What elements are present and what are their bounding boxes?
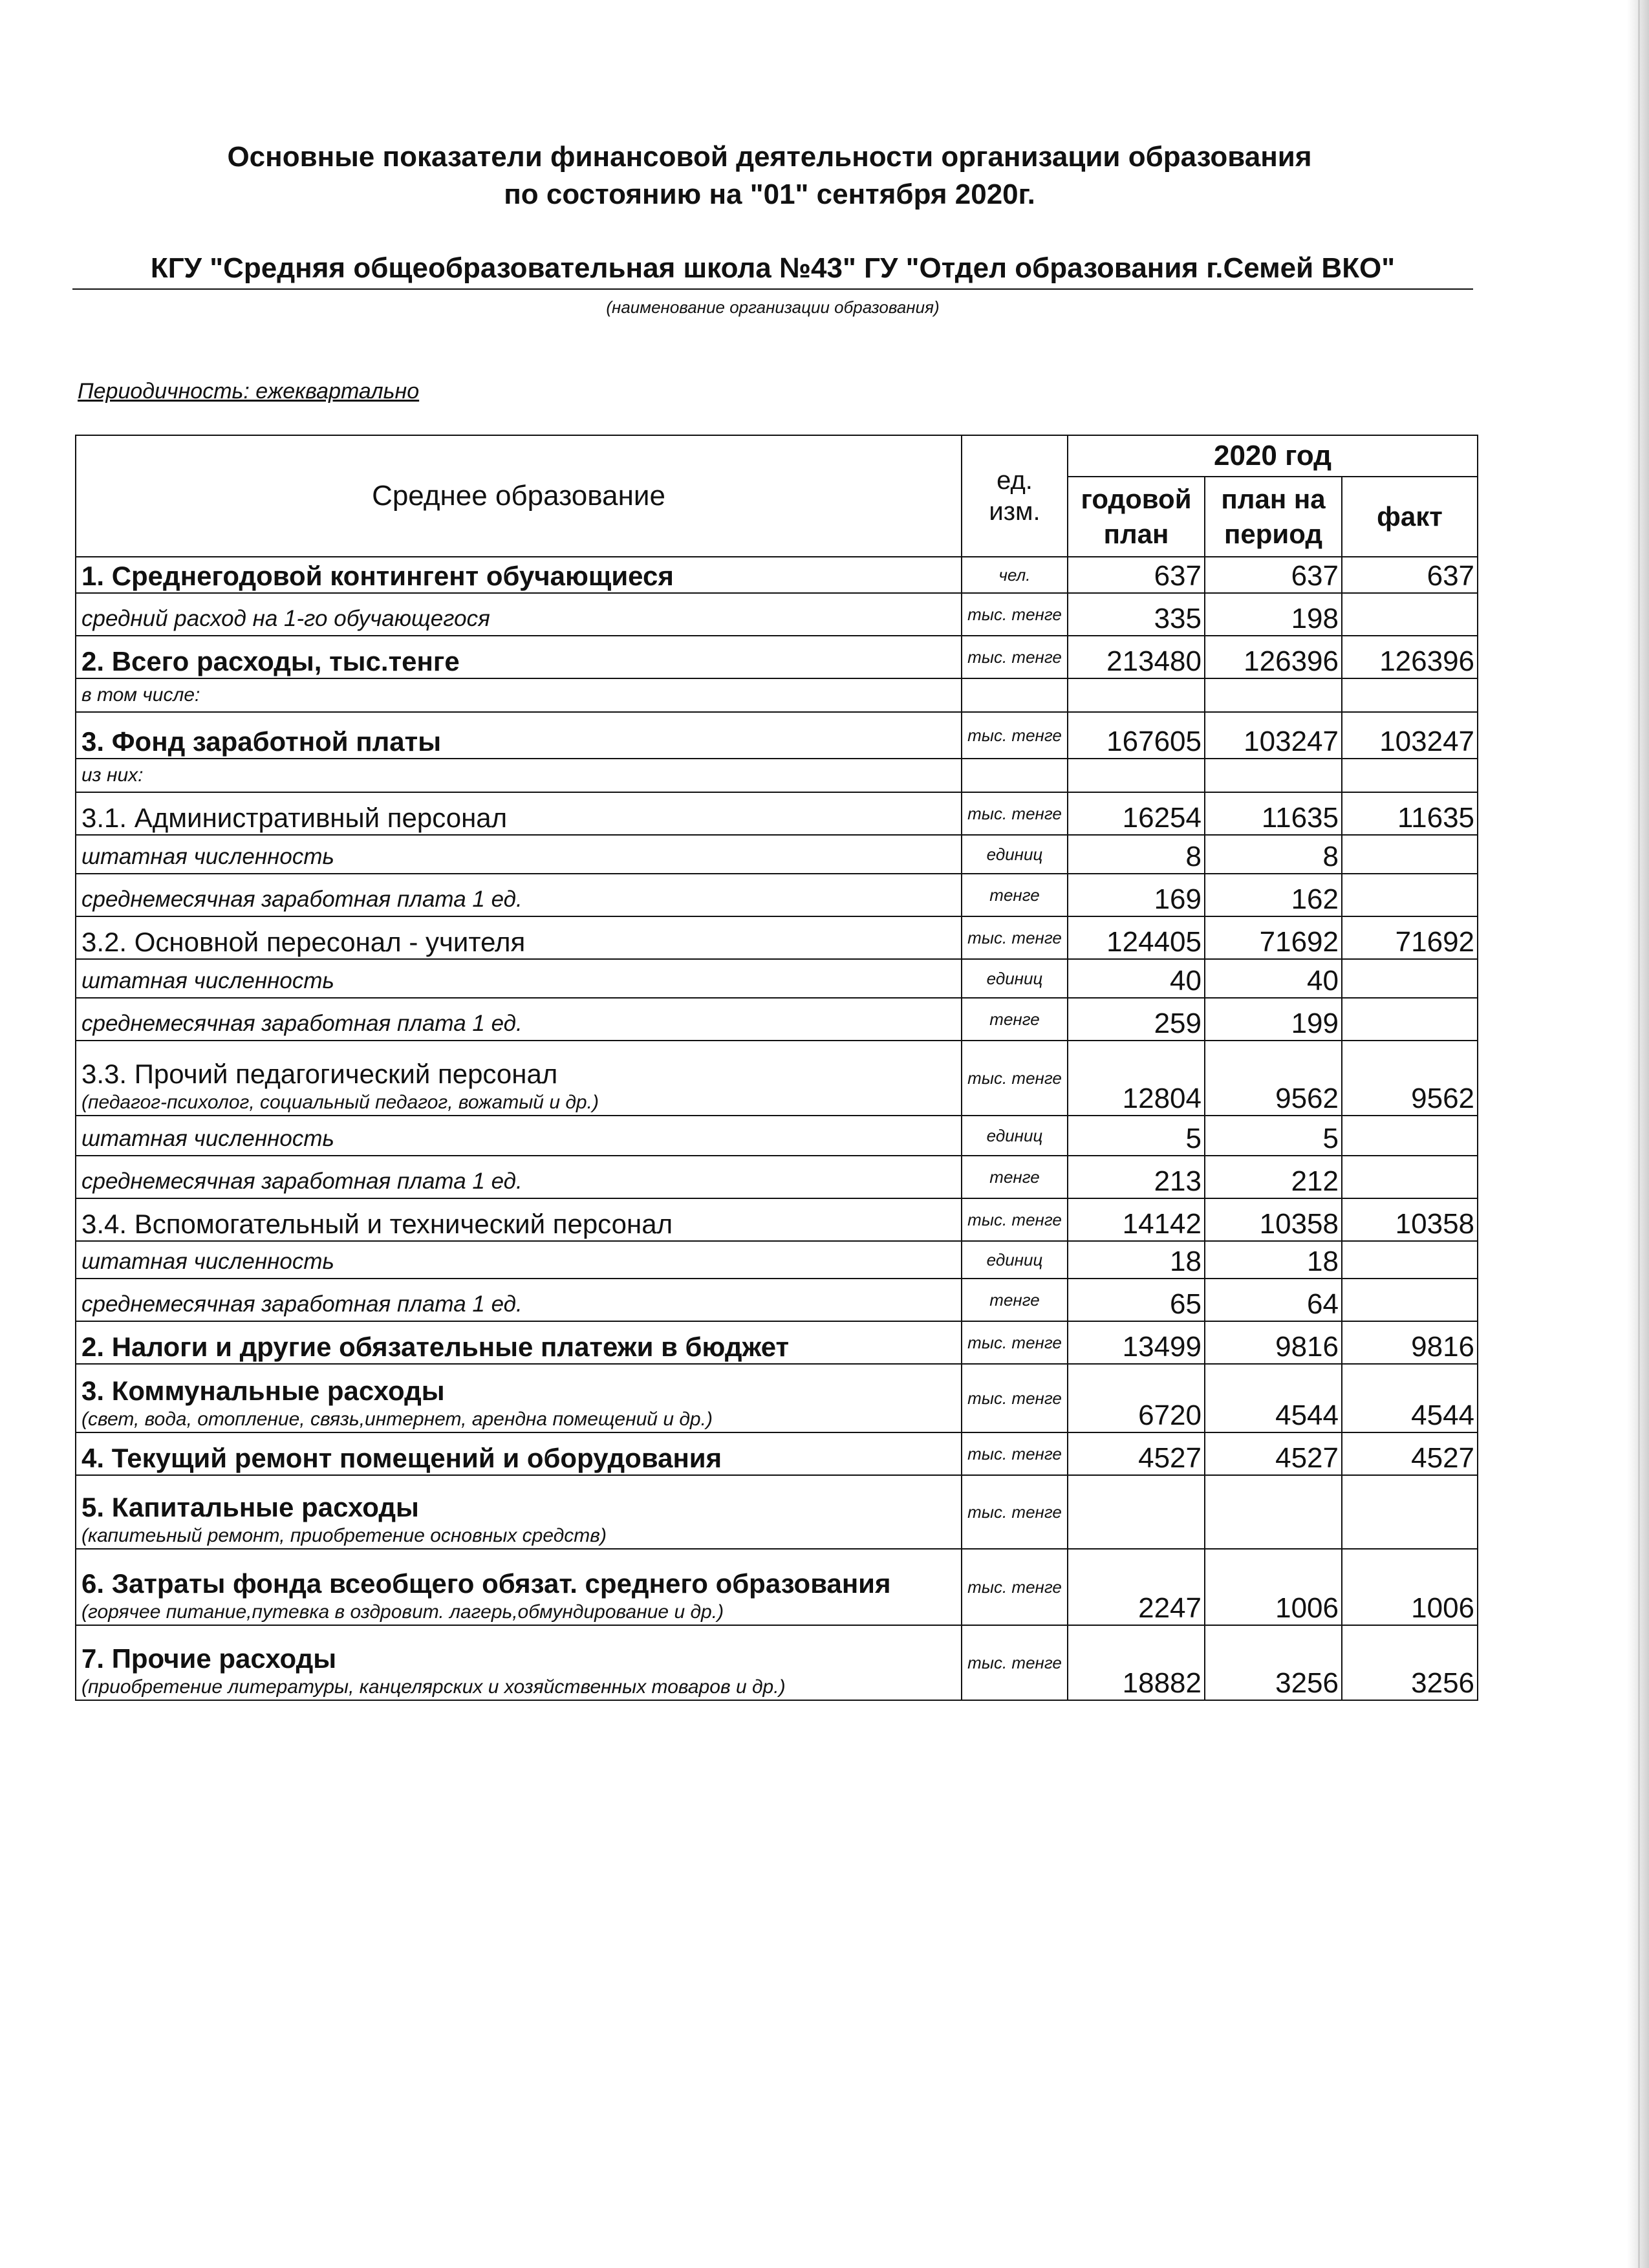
row-fact bbox=[1342, 1475, 1478, 1549]
row-unit: тыс. тенге bbox=[962, 1432, 1068, 1475]
row-label-text: штатная численность bbox=[81, 1249, 334, 1274]
row-annual-plan: 213480 bbox=[1068, 636, 1205, 678]
header-year: 2020 год bbox=[1068, 435, 1478, 477]
row-fact bbox=[1342, 835, 1478, 874]
row-label bbox=[76, 1475, 962, 1549]
row-unit: тенге bbox=[962, 1279, 1068, 1321]
row-period-plan: 637 bbox=[1205, 557, 1342, 593]
row-label-text: 2. Налоги и другие обязательные платежи в бюджет bbox=[81, 1332, 790, 1362]
row-fact: 9816 bbox=[1342, 1321, 1478, 1364]
row-fact: 9562 bbox=[1342, 1041, 1478, 1116]
table-row bbox=[76, 1041, 1478, 1116]
row-label bbox=[76, 1321, 962, 1364]
scan-edge-streak bbox=[1638, 0, 1640, 2268]
row-period-plan bbox=[1205, 759, 1342, 792]
row-period-plan: 1006 bbox=[1205, 1549, 1342, 1625]
row-annual-plan: 637 bbox=[1068, 557, 1205, 593]
row-period-plan: 198 bbox=[1205, 593, 1342, 636]
row-label-text: штатная численность bbox=[81, 1126, 334, 1151]
row-fact: 71692 bbox=[1342, 916, 1478, 959]
row-period-plan: 103247 bbox=[1205, 712, 1342, 759]
table-row bbox=[76, 1432, 1478, 1475]
row-fact bbox=[1342, 593, 1478, 636]
row-label bbox=[76, 1364, 962, 1432]
row-label-text: среднемесячная заработная плата 1 ед. bbox=[81, 1011, 523, 1036]
row-period-plan: 126396 bbox=[1205, 636, 1342, 678]
row-fact bbox=[1342, 959, 1478, 998]
row-label-text: в том числе: bbox=[81, 684, 200, 706]
row-unit: тыс. тенге bbox=[962, 1364, 1068, 1432]
row-unit: тенге bbox=[962, 1156, 1068, 1198]
row-unit: тыс. тенге bbox=[962, 792, 1068, 835]
row-label-text: 3.4. Вспомогательный и технический персонал bbox=[81, 1209, 673, 1239]
row-label bbox=[76, 874, 962, 916]
row-label-note: (педагог-психолог, социальный педагог, вожатый и др.) bbox=[81, 1092, 599, 1113]
row-annual-plan: 8 bbox=[1068, 835, 1205, 874]
row-unit bbox=[962, 759, 1068, 792]
row-annual-plan: 4527 bbox=[1068, 1432, 1205, 1475]
row-annual-plan bbox=[1068, 759, 1205, 792]
row-label bbox=[76, 1116, 962, 1156]
row-label-text: 2. Всего расходы, тыс.тенге bbox=[81, 646, 460, 676]
row-label bbox=[76, 792, 962, 835]
row-label-text: 7. Прочие расходы bbox=[81, 1643, 337, 1674]
table-row bbox=[76, 557, 1478, 593]
organization-name: КГУ "Средняя общеобразовательная школа №43" ГУ "Отдел образования г.Семей ВКО" bbox=[72, 250, 1473, 290]
row-annual-plan bbox=[1068, 678, 1205, 712]
row-period-plan: 8 bbox=[1205, 835, 1342, 874]
row-label-text: 3.1. Административный персонал bbox=[81, 803, 508, 833]
table-row bbox=[76, 1279, 1478, 1321]
row-period-plan: 4527 bbox=[1205, 1432, 1342, 1475]
table-row bbox=[76, 1625, 1478, 1700]
row-period-plan: 5 bbox=[1205, 1116, 1342, 1156]
header-annual-plan: годовой план bbox=[1068, 477, 1205, 557]
table-row bbox=[76, 1116, 1478, 1156]
row-annual-plan: 13499 bbox=[1068, 1321, 1205, 1364]
row-label-note: (приобретение литературы, канцелярских и хозяйственных товаров и др.) bbox=[81, 1676, 786, 1698]
row-label-note: (горячее питание,путевка в оздровит. лагерь,обмундирование и др.) bbox=[81, 1601, 724, 1623]
row-label bbox=[76, 835, 962, 874]
table-row bbox=[76, 1549, 1478, 1625]
row-unit: тыс. тенге bbox=[962, 1549, 1068, 1625]
row-label-text: среднемесячная заработная плата 1 ед. bbox=[81, 887, 523, 912]
row-fact: 126396 bbox=[1342, 636, 1478, 678]
row-period-plan: 18 bbox=[1205, 1241, 1342, 1279]
row-unit: тенге bbox=[962, 998, 1068, 1041]
row-fact: 4527 bbox=[1342, 1432, 1478, 1475]
row-period-plan: 71692 bbox=[1205, 916, 1342, 959]
table-row bbox=[76, 1156, 1478, 1198]
row-label bbox=[76, 1156, 962, 1198]
row-fact bbox=[1342, 1156, 1478, 1198]
row-annual-plan: 167605 bbox=[1068, 712, 1205, 759]
table-row bbox=[76, 959, 1478, 998]
row-label bbox=[76, 636, 962, 678]
row-period-plan: 4544 bbox=[1205, 1364, 1342, 1432]
row-fact bbox=[1342, 998, 1478, 1041]
row-label bbox=[76, 1241, 962, 1279]
row-unit bbox=[962, 678, 1068, 712]
table-row bbox=[76, 1198, 1478, 1241]
row-fact bbox=[1342, 678, 1478, 712]
row-fact: 637 bbox=[1342, 557, 1478, 593]
table-row bbox=[76, 1364, 1478, 1432]
table-row bbox=[76, 593, 1478, 636]
table-row bbox=[76, 712, 1478, 759]
row-label-text: 3.3. Прочий педагогический персонал bbox=[81, 1059, 558, 1089]
header-period-plan: план на период bbox=[1205, 477, 1342, 557]
row-label bbox=[76, 1198, 962, 1241]
row-annual-plan: 335 bbox=[1068, 593, 1205, 636]
row-fact bbox=[1342, 1279, 1478, 1321]
row-label-note: (свет, вода, отопление, связь,интернет, арендна помещений и др.) bbox=[81, 1409, 713, 1430]
row-unit: тыс. тенге bbox=[962, 1321, 1068, 1364]
row-label bbox=[76, 959, 962, 998]
row-label bbox=[76, 1279, 962, 1321]
row-period-plan: 9816 bbox=[1205, 1321, 1342, 1364]
row-label bbox=[76, 593, 962, 636]
row-unit: единиц bbox=[962, 1241, 1068, 1279]
table-row bbox=[76, 678, 1478, 712]
organization-caption: (наименование организации образования) bbox=[606, 297, 940, 317]
row-label bbox=[76, 759, 962, 792]
table-row bbox=[76, 636, 1478, 678]
row-unit: единиц bbox=[962, 1116, 1068, 1156]
row-fact: 11635 bbox=[1342, 792, 1478, 835]
row-period-plan: 212 bbox=[1205, 1156, 1342, 1198]
row-annual-plan bbox=[1068, 1475, 1205, 1549]
row-period-plan: 64 bbox=[1205, 1279, 1342, 1321]
row-fact bbox=[1342, 1116, 1478, 1156]
row-label bbox=[76, 1432, 962, 1475]
row-fact bbox=[1342, 759, 1478, 792]
document-title: Основные показатели финансовой деятельности организации образования bbox=[227, 141, 1312, 173]
row-unit: тыс. тенге bbox=[962, 1625, 1068, 1700]
table-row bbox=[76, 1321, 1478, 1364]
row-fact: 4544 bbox=[1342, 1364, 1478, 1432]
row-period-plan bbox=[1205, 1475, 1342, 1549]
row-label-note: (капитеьный ремонт, приобретение основных средств) bbox=[81, 1525, 607, 1546]
row-label bbox=[76, 1625, 962, 1700]
row-unit: чел. bbox=[962, 557, 1068, 593]
row-unit: тыс. тенге bbox=[962, 1475, 1068, 1549]
row-period-plan: 10358 bbox=[1205, 1198, 1342, 1241]
row-label-text: 3. Фонд заработной платы bbox=[81, 726, 442, 757]
row-unit: тыс. тенге bbox=[962, 593, 1068, 636]
row-label-text: штатная численность bbox=[81, 844, 334, 869]
row-annual-plan: 18882 bbox=[1068, 1625, 1205, 1700]
row-label-text: из них: bbox=[81, 764, 144, 786]
row-fact: 10358 bbox=[1342, 1198, 1478, 1241]
row-period-plan: 40 bbox=[1205, 959, 1342, 998]
row-period-plan bbox=[1205, 678, 1342, 712]
row-period-plan: 162 bbox=[1205, 874, 1342, 916]
row-fact: 1006 bbox=[1342, 1549, 1478, 1625]
row-unit: единиц bbox=[962, 959, 1068, 998]
scan-edge-shadow bbox=[1627, 0, 1649, 2268]
row-label-text: 4. Текущий ремонт помещений и оборудования bbox=[81, 1443, 722, 1473]
row-label bbox=[76, 712, 962, 759]
row-annual-plan: 2247 bbox=[1068, 1549, 1205, 1625]
table-row bbox=[76, 874, 1478, 916]
table-row bbox=[76, 1241, 1478, 1279]
row-unit: тыс. тенге bbox=[962, 1198, 1068, 1241]
row-annual-plan: 259 bbox=[1068, 998, 1205, 1041]
row-unit: тенге bbox=[962, 874, 1068, 916]
row-unit: тыс. тенге bbox=[962, 1041, 1068, 1116]
header-fact: факт bbox=[1342, 477, 1478, 557]
row-unit: тыс. тенге bbox=[962, 916, 1068, 959]
row-annual-plan: 65 bbox=[1068, 1279, 1205, 1321]
row-label bbox=[76, 998, 962, 1041]
row-annual-plan: 16254 bbox=[1068, 792, 1205, 835]
financial-indicators-table bbox=[75, 435, 1478, 1701]
row-label-text: 3.2. Основной пересонал - учителя bbox=[81, 927, 526, 957]
row-period-plan: 9562 bbox=[1205, 1041, 1342, 1116]
row-label-text: 3. Коммунальные расходы bbox=[81, 1376, 445, 1406]
row-label-text: средний расход на 1-го обучающегося bbox=[81, 606, 490, 631]
row-fact bbox=[1342, 874, 1478, 916]
table-row bbox=[76, 835, 1478, 874]
periodicity-note: Периодичность: ежеквартально bbox=[78, 379, 420, 404]
row-label bbox=[76, 678, 962, 712]
row-label-text: 1. Среднегодовой контингент обучающиеся bbox=[81, 561, 674, 591]
row-period-plan: 3256 bbox=[1205, 1625, 1342, 1700]
row-label-text: штатная численность bbox=[81, 968, 334, 993]
document-subtitle-date: по состоянию на "01" сентября 2020г. bbox=[504, 178, 1035, 210]
row-annual-plan: 124405 bbox=[1068, 916, 1205, 959]
table-header-row-1 bbox=[76, 435, 1478, 477]
row-label bbox=[76, 557, 962, 593]
row-fact bbox=[1342, 1241, 1478, 1279]
row-annual-plan: 18 bbox=[1068, 1241, 1205, 1279]
table-row bbox=[76, 916, 1478, 959]
row-period-plan: 199 bbox=[1205, 998, 1342, 1041]
row-label bbox=[76, 916, 962, 959]
row-annual-plan: 40 bbox=[1068, 959, 1205, 998]
row-label-text: 6. Затраты фонда всеобщего обязат. среднего образования bbox=[81, 1568, 891, 1599]
row-label-text: среднемесячная заработная плата 1 ед. bbox=[81, 1291, 523, 1317]
row-label-text: среднемесячная заработная плата 1 ед. bbox=[81, 1169, 523, 1194]
header-unit: ед. изм. bbox=[962, 435, 1068, 557]
row-fact: 103247 bbox=[1342, 712, 1478, 759]
row-unit: тыс. тенге bbox=[962, 636, 1068, 678]
row-period-plan: 11635 bbox=[1205, 792, 1342, 835]
row-fact: 3256 bbox=[1342, 1625, 1478, 1700]
row-label bbox=[76, 1041, 962, 1116]
header-section-name: Среднее образование bbox=[76, 435, 962, 557]
table-row bbox=[76, 792, 1478, 835]
table-row bbox=[76, 998, 1478, 1041]
row-annual-plan: 12804 bbox=[1068, 1041, 1205, 1116]
row-annual-plan: 6720 bbox=[1068, 1364, 1205, 1432]
row-label-text: 5. Капитальные расходы bbox=[81, 1492, 419, 1522]
row-unit: единиц bbox=[962, 835, 1068, 874]
table-row bbox=[76, 1475, 1478, 1549]
row-unit: тыс. тенге bbox=[962, 712, 1068, 759]
row-annual-plan: 14142 bbox=[1068, 1198, 1205, 1241]
row-annual-plan: 169 bbox=[1068, 874, 1205, 916]
row-label bbox=[76, 1549, 962, 1625]
table-row bbox=[76, 759, 1478, 792]
row-annual-plan: 5 bbox=[1068, 1116, 1205, 1156]
row-annual-plan: 213 bbox=[1068, 1156, 1205, 1198]
